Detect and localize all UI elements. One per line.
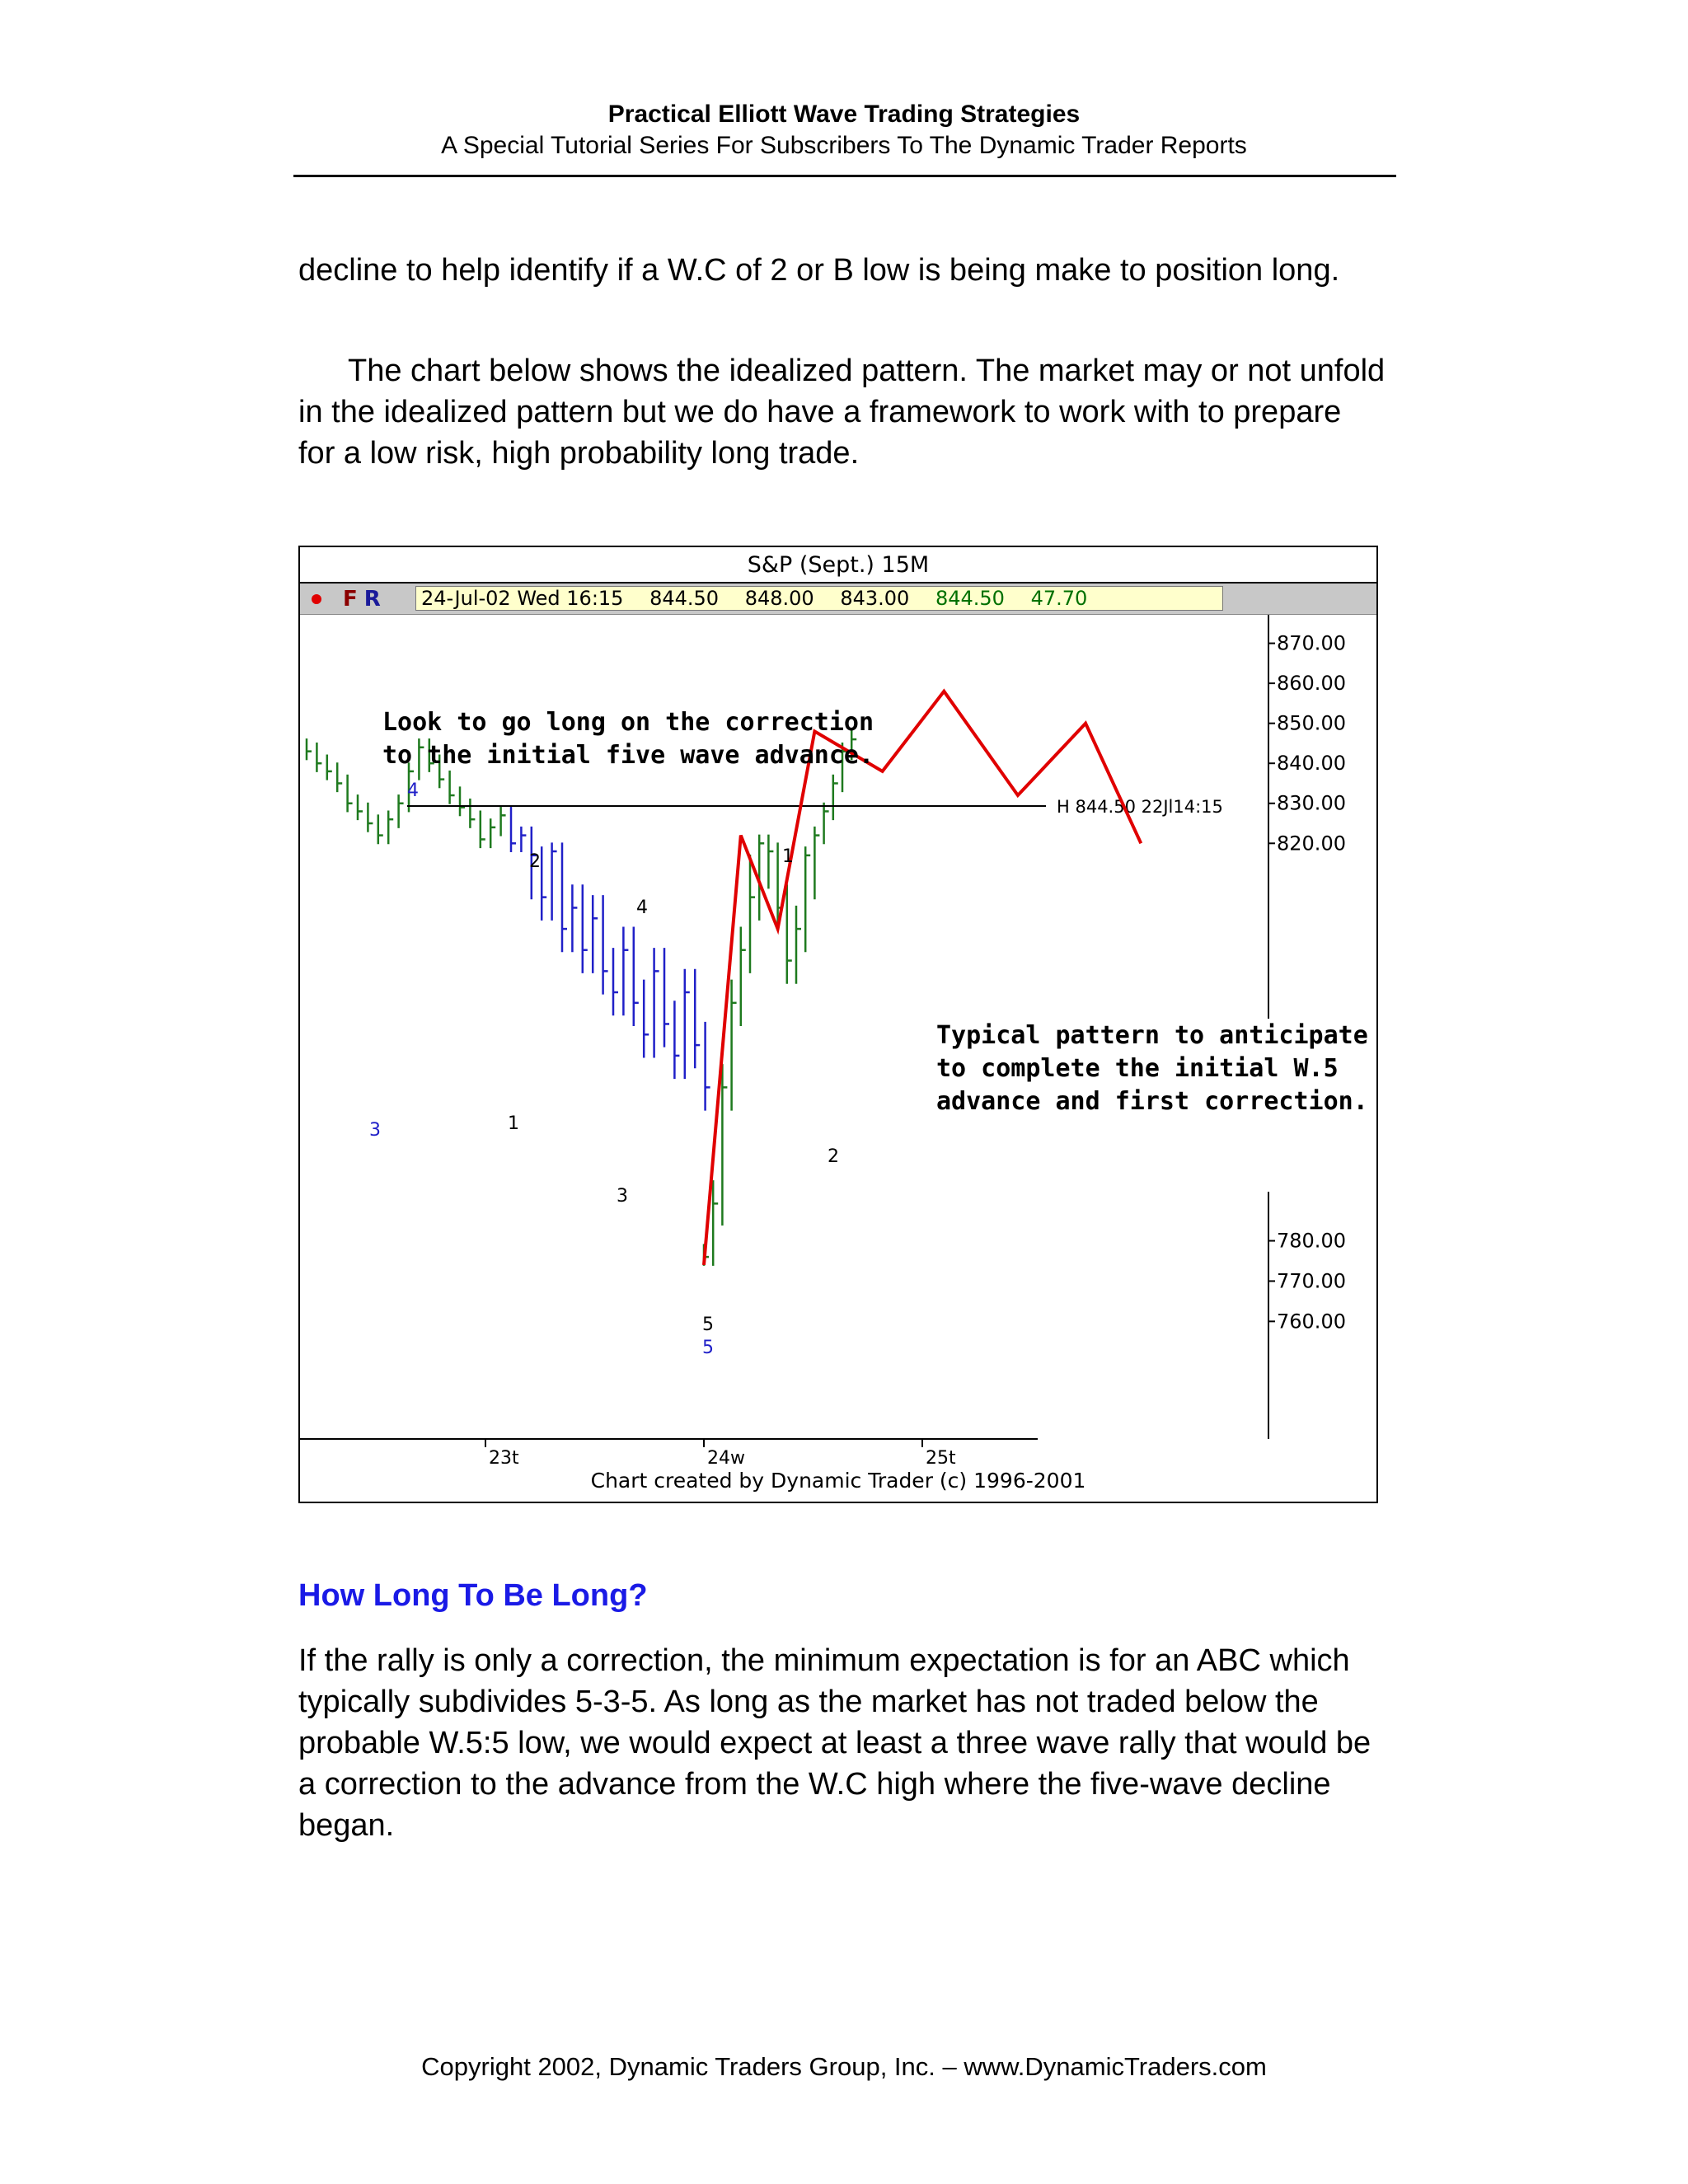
quote-high: 848.00 [744, 587, 814, 610]
wave-label: 2 [529, 851, 541, 872]
chart-info-bar [300, 583, 1376, 615]
x-tick-label: 24w [707, 1448, 745, 1464]
paragraph-3: If the rally is only a correction, the minimum expectation is for an ABC which typically subdivides 5-3-5. As long as the market has not traded below the probable W.5:5 low, we would expect at least a three wave rally that would be a correction to the advance from the W.C high where the five-wave decline began. [298, 1643, 1372, 1843]
y-tick-label: 840.00 [1277, 752, 1346, 776]
y-tick-label: 830.00 [1277, 791, 1346, 815]
idealized-pattern-line [704, 691, 1141, 1265]
y-tick-label: 760.00 [1277, 1310, 1346, 1333]
x-axis [300, 1439, 1038, 1464]
annotation-top-line-2: to the initial five wave advance. [382, 741, 874, 770]
quote-box [415, 586, 1223, 611]
header-rule [293, 175, 1396, 177]
quote-low: 843.00 [840, 587, 910, 610]
y-tick-label: 850.00 [1277, 711, 1346, 735]
annotation-right-line-1: Typical pattern to anticipate [936, 1021, 1368, 1050]
wave-label: 4 [636, 898, 648, 918]
wave-label: 5 [702, 1338, 714, 1358]
wave-label: 3 [617, 1186, 628, 1207]
fr-label [343, 583, 381, 615]
y-tick-label: 820.00 [1277, 832, 1346, 855]
chart-title: S&P (Sept.) 15M [300, 547, 1376, 583]
y-tick-label: 870.00 [1277, 631, 1346, 655]
page-footer: Copyright 2002, Dynamic Traders Group, Inc. – www.DynamicTraders.com [421, 2052, 1267, 2081]
chart-panel [298, 546, 1378, 1503]
annotation-top-line-1: Look to go long on the correction [382, 708, 874, 737]
x-tick-label: 23t [489, 1448, 519, 1464]
quote-open: 844.50 [649, 587, 720, 610]
annotation-right-line-3: advance and first correction. [936, 1087, 1368, 1116]
price-chart [300, 615, 1376, 1464]
y-tick-label: 780.00 [1277, 1229, 1346, 1253]
quote-close: 844.50 [935, 587, 1005, 610]
wave-label: 3 [369, 1120, 381, 1141]
paragraph-2: The chart below shows the idealized pattern. The market may or not unfold in the idealized pattern but we do have a framework to work with to prepare for a low risk, high probability long trade. [298, 354, 1386, 471]
page-header [293, 99, 1395, 162]
f-label: F [343, 587, 358, 612]
header-title: Practical Elliott Wave Trading Strategies [607, 101, 1081, 128]
x-tick-label: 25t [926, 1448, 956, 1464]
wave-label: 2 [828, 1146, 839, 1167]
annotation-right-line-2: to complete the initial W.5 [936, 1054, 1339, 1083]
y-tick-label: 860.00 [1277, 672, 1346, 696]
resistance-label: H 844.50 22Jl14:15 [1057, 797, 1223, 817]
section-heading: How Long To Be Long? [298, 1578, 648, 1613]
y-tick-label: 770.00 [1277, 1269, 1346, 1293]
header-subtitle: A Special Tutorial Series For Subscribers To The Dynamic Trader Reports [441, 132, 1247, 159]
chart-credit: Chart created by Dynamic Trader (c) 1996-2001 [590, 1469, 1086, 1493]
paragraph-1: decline to help identify if a W.C of 2 or B low is being make to position long. [298, 253, 1340, 288]
wave-label: 5 [702, 1315, 714, 1335]
wave-label: 1 [782, 846, 794, 867]
wave-label: 1 [508, 1113, 519, 1134]
r-label: R [363, 587, 381, 612]
quote-extra: 47.70 [1030, 587, 1088, 610]
price-bars [307, 730, 856, 1265]
record-dot-icon [312, 594, 321, 604]
quote-date: 24-Jul-02 Wed 16:15 [421, 587, 624, 610]
wave-label: 4 [407, 780, 419, 801]
